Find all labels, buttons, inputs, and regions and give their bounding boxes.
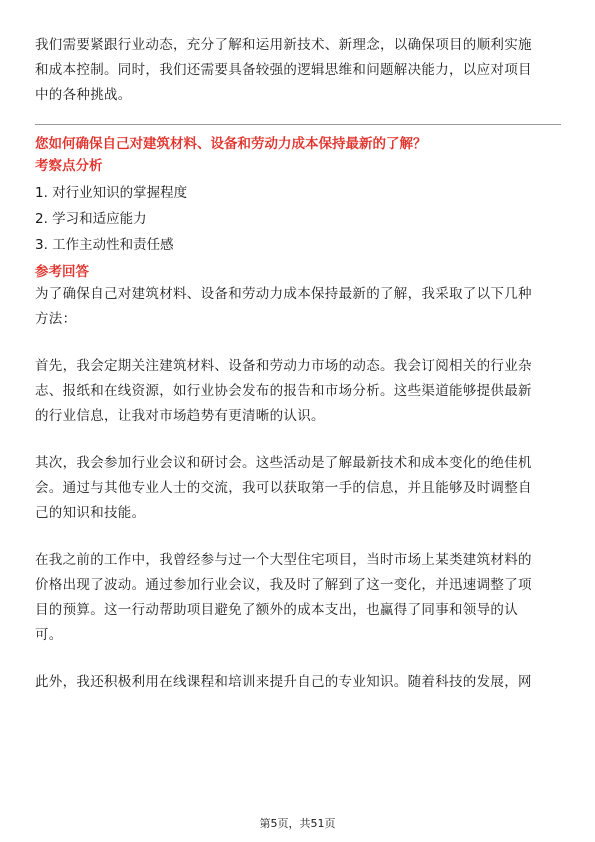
list-item: 2. 学习和适应能力	[35, 211, 147, 227]
answer-heading: 参考回答	[35, 264, 89, 280]
text-line: 此外，我还积极利用在线课程和培训来提升自己的专业知识。随着科技的发展，网	[35, 674, 532, 690]
text-line: 方法：	[35, 311, 77, 327]
page-footer: 第5页，共51页	[259, 817, 336, 830]
text-line: 中的各种挑战。	[35, 87, 132, 103]
text-line: 为了确保自己对建筑材料、设备和劳动力成本保持最新的了解，我采取了以下几种	[35, 286, 532, 302]
text-line: 我们需要紧跟行业动态，充分了解和运用新技术、新理念，以确保项目的顺利实施	[35, 37, 532, 53]
paragraph-gap	[35, 648, 561, 670]
text-line: 首先，我会定期关注建筑材料、设备和劳动力市场的动态。我会订阅相关的行业杂	[35, 358, 532, 374]
text-line: 己的知识和技能。	[35, 505, 146, 521]
answer-paragraph	[35, 282, 561, 332]
text-line: 在我之前的工作中，我曾经参与过一个大型住宅项目，当时市场上某类建筑材料的	[35, 552, 532, 568]
paragraph-gap	[35, 429, 561, 451]
text-line: 价格出现了波动。通过参加行业会议，我及时了解到了这一变化，并迅速调整了项	[35, 577, 532, 593]
answer-paragraph	[35, 451, 561, 526]
analysis-list	[35, 180, 561, 258]
text-line: 目的预算。这一行动帮助项目避免了额外的成本支出，也赢得了同事和领导的认	[35, 602, 518, 618]
paragraph-gap	[35, 526, 561, 548]
answer-paragraph	[35, 354, 561, 429]
divider	[35, 124, 561, 125]
text-line: 会。通过与其他专业人士的交流，我可以获取第一手的信息，并且能够及时调整自	[35, 480, 532, 496]
question-title: 您如何确保自己对建筑材料、设备和劳动力成本保持最新的了解？	[35, 136, 427, 152]
text-line: 的行业信息，让我对市场趋势有更清晰的认识。	[35, 408, 325, 424]
page-content	[35, 0, 561, 695]
paragraph-gap	[35, 332, 561, 354]
list-item: 3. 工作主动性和责任感	[35, 237, 174, 253]
text-line: 和成本控制。同时，我们还需要具备较强的逻辑思维和问题解决能力，以应对项目	[35, 62, 532, 78]
text-line: 其次，我会参加行业会议和研讨会。这些活动是了解最新技术和成本变化的绝佳机	[35, 455, 532, 471]
answer-paragraph	[35, 548, 561, 648]
text-line: 志、报纸和在线资源，如行业协会发布的报告和市场分析。这些渠道能够提供最新	[35, 383, 532, 399]
text-line: 可。	[35, 627, 63, 643]
analysis-heading: 考察点分析	[35, 158, 103, 174]
answer-paragraph	[35, 670, 561, 695]
intro-paragraph	[35, 0, 561, 108]
list-item: 1. 对行业知识的掌握程度	[35, 185, 188, 201]
